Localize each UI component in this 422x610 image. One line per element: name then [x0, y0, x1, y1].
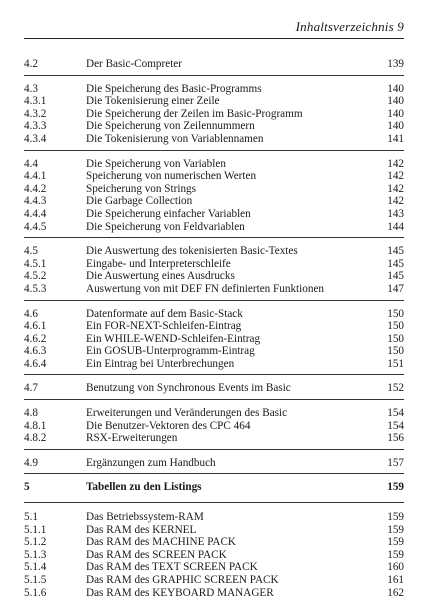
page-number: 147 — [387, 282, 404, 295]
toc-entry — [24, 108, 404, 121]
page-number: 142 — [387, 182, 404, 195]
toc-entry — [24, 170, 404, 183]
page-number: 142 — [387, 157, 404, 170]
page-number: 157 — [387, 456, 404, 469]
toc-entry — [24, 345, 404, 358]
section-title: Das RAM des KEYBOARD MANAGER — [86, 586, 274, 599]
page-number: 159 — [387, 523, 404, 536]
section-title: Tabellen zu den Listings — [86, 481, 202, 494]
section-title: Ein GOSUB-Unterprogramm-Eintrag — [86, 345, 255, 358]
section-block — [24, 158, 404, 239]
page-number: 150 — [387, 307, 404, 320]
toc-entry — [24, 511, 404, 524]
toc-entry — [24, 245, 404, 258]
section-title: Die Speicherung von Feldvariablen — [86, 220, 245, 233]
page-number: 150 — [387, 332, 404, 345]
page-number: 140 — [387, 107, 404, 120]
section-title: Auswertung von mit DEF FN definierten Funktionen — [86, 282, 325, 295]
running-header — [24, 18, 404, 39]
section-number: 4.8 — [24, 407, 38, 420]
page-number: 142 — [387, 195, 404, 208]
section-title: Der Basic-Compreter — [86, 58, 182, 70]
page-number: 145 — [387, 257, 404, 270]
page-number: 142 — [387, 170, 404, 183]
page-number: 144 — [387, 220, 404, 233]
toc-entry — [24, 549, 404, 562]
section-block — [24, 407, 404, 450]
toc-entry — [24, 587, 404, 600]
toc-entry — [24, 270, 404, 283]
section-number: 4.3 — [24, 82, 38, 95]
toc-entry — [24, 120, 404, 133]
toc-entry — [24, 524, 404, 537]
section-title: Das RAM des MACHINE PACK — [86, 536, 237, 549]
section-title: Das Betriebssystem-RAM — [86, 511, 204, 524]
section-block — [24, 382, 404, 400]
section-number: 4.6.4 — [24, 357, 47, 370]
toc-entry — [24, 358, 404, 371]
section-title: Das RAM des TEXT SCREEN PACK — [86, 561, 258, 574]
section-title: Eingabe- und Interpreterschleife — [86, 257, 231, 270]
section-number: 4.4.4 — [24, 207, 47, 220]
section-title: Die Speicherung des Basic-Programms — [86, 82, 262, 95]
page-number: 145 — [387, 245, 404, 258]
section-number: 4.3.4 — [24, 132, 47, 145]
chapter-block — [24, 481, 404, 503]
section-number: 5 — [24, 481, 30, 494]
section-number: 4.4.3 — [24, 195, 47, 208]
section-number: 4.4 — [24, 157, 38, 170]
toc-entry — [24, 158, 404, 171]
page-number: 154 — [387, 419, 404, 432]
section-number: 4.8.2 — [24, 432, 47, 445]
toc-entry — [24, 481, 404, 494]
page-number: 140 — [387, 82, 404, 95]
section-number: 4.6.2 — [24, 332, 47, 345]
page-number: 150 — [387, 345, 404, 358]
section-title: Die Speicherung der Zeilen im Basic-Programm — [86, 107, 303, 120]
section-number: 4.4.2 — [24, 182, 47, 195]
section-title: Speicherung von numerischen Werten — [86, 170, 257, 183]
toc-entry — [24, 183, 404, 196]
section-title: Die Garbage Collection — [86, 195, 193, 208]
page-number: 152 — [387, 382, 404, 395]
section-title: Die Speicherung von Variablen — [86, 157, 226, 170]
section-number: 4.4.1 — [24, 170, 47, 183]
page-number: 159 — [387, 511, 404, 524]
section-number: 4.6.3 — [24, 345, 47, 358]
toc-entry — [24, 536, 404, 549]
toc-entry — [24, 382, 404, 395]
section-block — [24, 457, 404, 475]
toc-entry — [24, 133, 404, 146]
page-number: 143 — [387, 207, 404, 220]
toc-entry — [24, 561, 404, 574]
section-number: 4.9 — [24, 456, 38, 469]
section-number: 5.1.4 — [24, 561, 47, 574]
page-number: 139 — [387, 58, 404, 70]
section-block — [24, 83, 404, 151]
toc-entry — [24, 221, 404, 234]
toc-entry — [24, 208, 404, 221]
page-number: 160 — [387, 561, 404, 574]
toc-entry — [24, 283, 404, 296]
section-title: RSX-Erweiterungen — [86, 432, 178, 445]
section-number: 5.1.3 — [24, 548, 47, 561]
page-number: 141 — [387, 132, 404, 145]
page-number: 159 — [387, 548, 404, 561]
section-number: 4.6.1 — [24, 320, 47, 333]
page-number: 162 — [387, 586, 404, 599]
section-title: Die Tokenisierung von Variablennamen — [86, 132, 264, 145]
section-number: 4.5.1 — [24, 257, 47, 270]
section-number: 5.1.2 — [24, 536, 47, 549]
section-title: Die Speicherung einfacher Variablen — [86, 207, 251, 220]
section-title: Die Benutzer-Vektoren des CPC 464 — [86, 419, 251, 432]
section-title: Benutzung von Synchronous Events im Basic — [86, 382, 291, 395]
page-number: 159 — [387, 481, 404, 494]
page-number: 159 — [387, 536, 404, 549]
table-of-contents — [24, 58, 404, 610]
toc-entry — [24, 58, 404, 71]
page-number: 156 — [387, 432, 404, 445]
page-number: 145 — [387, 270, 404, 283]
page-number: 140 — [387, 120, 404, 133]
page-number: 150 — [387, 320, 404, 333]
section-title: Die Auswertung des tokenisierten Basic-Textes — [86, 245, 298, 258]
page-number: 154 — [387, 407, 404, 420]
section-number: 5.1.6 — [24, 586, 47, 599]
section-number: 4.3.1 — [24, 95, 47, 108]
section-title: Speicherung von Strings — [86, 182, 197, 195]
section-block — [24, 58, 404, 76]
section-number: 4.3.2 — [24, 107, 47, 120]
section-title: Datenformate auf dem Basic-Stack — [86, 307, 243, 320]
section-title: Die Auswertung eines Ausdrucks — [86, 270, 235, 283]
toc-entry — [24, 457, 404, 470]
section-number: 4.5 — [24, 245, 38, 258]
toc-entry — [24, 95, 404, 108]
section-number: 4.4.5 — [24, 220, 47, 233]
section-title: Die Speicherung von Zeilennummern — [86, 120, 255, 133]
section-title: Die Tokenisierung einer Zeile — [86, 95, 220, 108]
section-number: 5.1.1 — [24, 523, 47, 536]
page-number: 161 — [387, 574, 404, 586]
toc-entry — [24, 258, 404, 271]
toc-entry — [24, 308, 404, 321]
section-title: Erweiterungen und Veränderungen des Basic — [86, 407, 288, 420]
section-block — [24, 308, 404, 376]
toc-entry — [24, 83, 404, 96]
section-title: Das RAM des GRAPHIC SCREEN PACK — [86, 574, 279, 586]
header-title: Inhaltsverzeichnis 9 — [295, 19, 404, 34]
section-title: Ein FOR-NEXT-Schleifen-Eintrag — [86, 320, 242, 333]
section-title: Ergänzungen zum Handbuch — [86, 456, 216, 469]
section-number: 5.1.5 — [24, 574, 47, 586]
section-number: 4.8.1 — [24, 419, 47, 432]
section-number: 4.2 — [24, 58, 38, 70]
section-number: 4.7 — [24, 382, 38, 395]
section-number: 4.5.2 — [24, 270, 47, 283]
section-title: Das RAM des SCREEN PACK — [86, 548, 227, 561]
section-number: 4.3.3 — [24, 120, 47, 133]
section-title: Ein Eintrag bei Unterbrechungen — [86, 357, 235, 370]
toc-entry — [24, 320, 404, 333]
toc-entry — [24, 195, 404, 208]
toc-entry — [24, 420, 404, 433]
section-title: Ein WHILE-WEND-Schleifen-Eintrag — [86, 332, 261, 345]
toc-entry — [24, 407, 404, 420]
section-number: 5.1 — [24, 511, 38, 524]
section-number: 4.5.3 — [24, 282, 47, 295]
page-number: 140 — [387, 95, 404, 108]
page-number: 151 — [387, 357, 404, 370]
section-block — [24, 511, 404, 603]
section-title: Das RAM des KERNEL — [86, 523, 197, 536]
section-block — [24, 245, 404, 300]
toc-entry — [24, 574, 404, 587]
section-number: 4.6 — [24, 307, 38, 320]
toc-entry — [24, 333, 404, 346]
toc-entry — [24, 432, 404, 445]
